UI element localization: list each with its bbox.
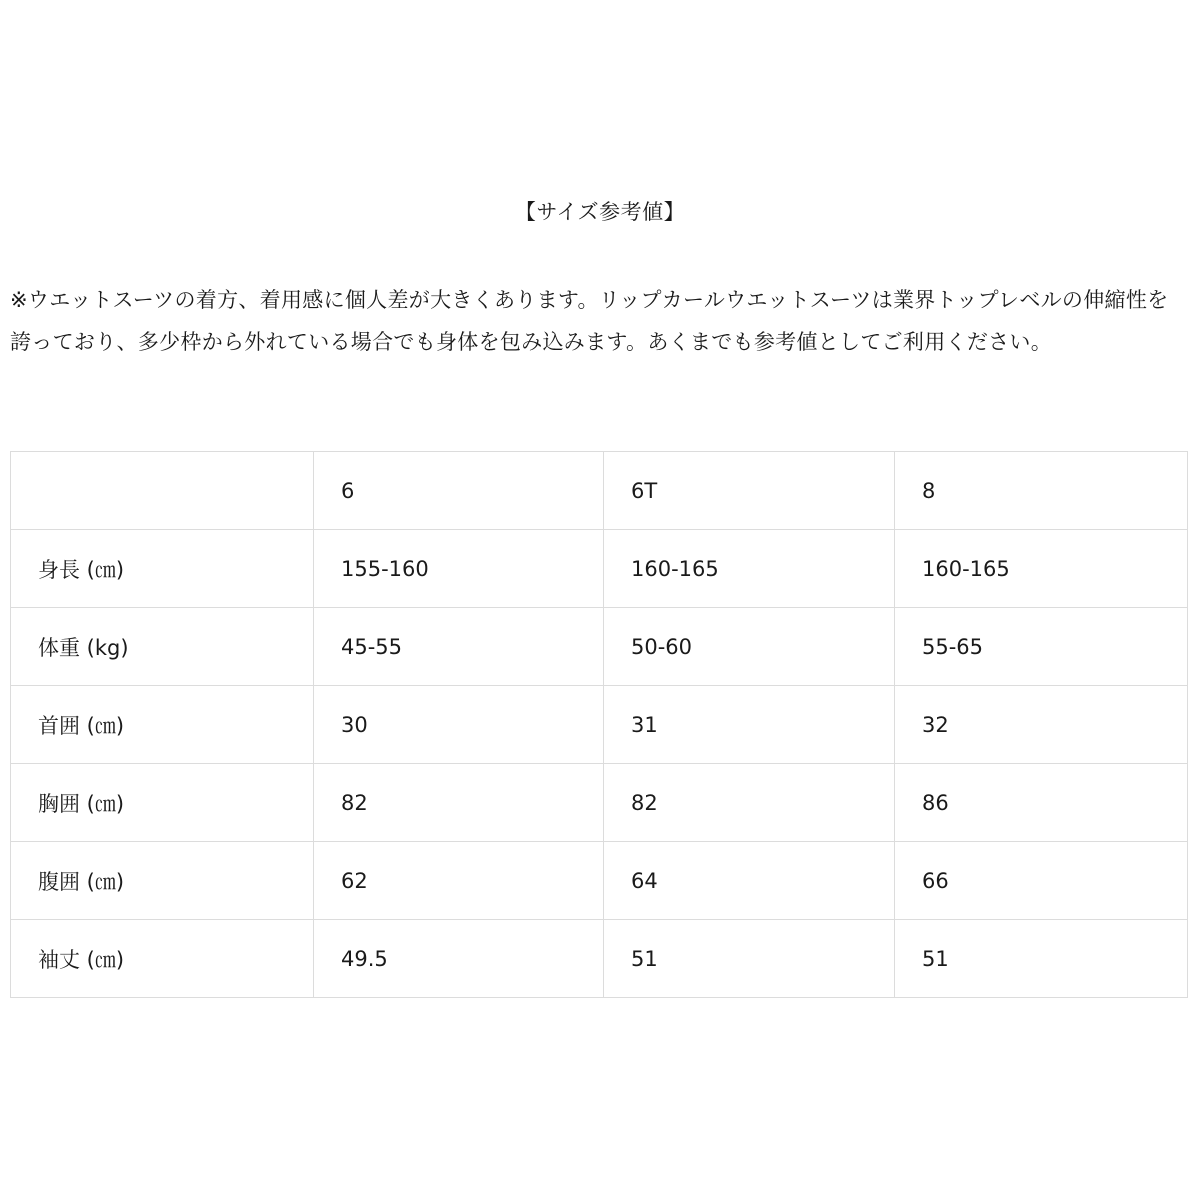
table-cell: 51 xyxy=(895,920,1188,998)
table-cell: 32 xyxy=(895,686,1188,764)
table-cell: 160-165 xyxy=(604,530,895,608)
table-cell: 30 xyxy=(314,686,604,764)
table-corner-cell xyxy=(11,452,314,530)
size-note: ※ウエットスーツの着方、着用感に個人差が大きくあります。リップカールウエットスーツは業界トップレベルの伸縮性を誇っており、多少枠から外れている場合でも身体を包み込みます。あくまでも参考値としてご利用ください。 xyxy=(10,288,1169,354)
table-header-row xyxy=(11,452,1188,530)
row-label: 体重 (kg) xyxy=(11,608,314,686)
size-header-8: 8 xyxy=(895,452,1188,530)
table-cell: 155-160 xyxy=(314,530,604,608)
table-cell: 64 xyxy=(604,842,895,920)
table-row xyxy=(11,920,1188,998)
table-cell: 51 xyxy=(604,920,895,998)
table-cell: 82 xyxy=(314,764,604,842)
table-cell: 49.5 xyxy=(314,920,604,998)
size-header-6t: 6T xyxy=(604,452,895,530)
table-cell: 55-65 xyxy=(895,608,1188,686)
table-cell: 50-60 xyxy=(604,608,895,686)
table-cell: 82 xyxy=(604,764,895,842)
table-cell: 86 xyxy=(895,764,1188,842)
row-label: 首囲 (㎝) xyxy=(11,686,314,764)
row-label: 胸囲 (㎝) xyxy=(11,764,314,842)
table-row xyxy=(11,686,1188,764)
size-chart-table xyxy=(10,451,1188,998)
table-row xyxy=(11,530,1188,608)
table-cell: 66 xyxy=(895,842,1188,920)
size-header-6: 6 xyxy=(314,452,604,530)
page-title: 【サイズ参考値】 xyxy=(514,200,686,224)
row-label: 袖丈 (㎝) xyxy=(11,920,314,998)
table-row xyxy=(11,842,1188,920)
table-row xyxy=(11,764,1188,842)
table-cell: 31 xyxy=(604,686,895,764)
row-label: 腹囲 (㎝) xyxy=(11,842,314,920)
table-cell: 160-165 xyxy=(895,530,1188,608)
table-cell: 62 xyxy=(314,842,604,920)
table-cell: 45-55 xyxy=(314,608,604,686)
row-label: 身長 (㎝) xyxy=(11,530,314,608)
table-row xyxy=(11,608,1188,686)
